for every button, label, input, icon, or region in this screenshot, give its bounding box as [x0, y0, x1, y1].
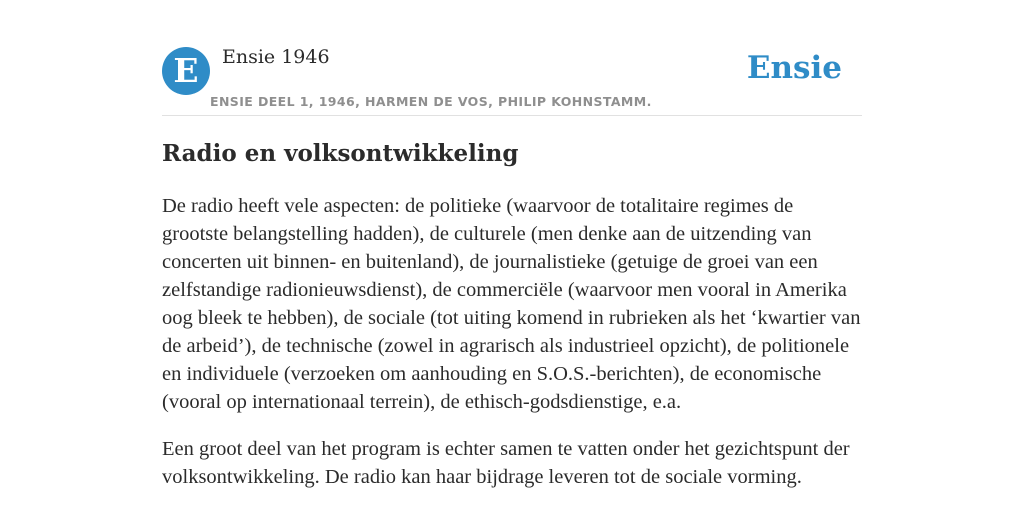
ensie-logo-badge[interactable]: E [162, 47, 210, 95]
page [162, 0, 862, 512]
site-subtitle: ENSIE DEEL 1, 1946, HARMEN DE VOS, PHILIP KOHNSTAMM. [210, 94, 652, 109]
article-paragraph: De radio heeft vele aspecten: de politieke (waarvoor de totalitaire regimes de grootste belangstelling hadden), de culturele (men denke aan de uitzending van concerten uit binnen- en buitenland), de journalistieke (getuige de groei van een zelfstandige radionieuwsdienst), de commerciële (waarvoor men vooral in Amerika oog bleek te hebben), de sociale (tot uiting komend in rubrieken als het ‘kwartier van de arbeid’), de technische (zowel in agrarisch als industrieel opzicht), de politionele en individuele (verzoeken om aanhouding en S.O.S.-berichten), de economische (vooral op internationaal terrein), de ethisch-godsdienstige, e.a. [162, 195, 861, 413]
article-title: Radio en volksontwikkeling [162, 140, 519, 167]
site-title[interactable]: Ensie 1946 [222, 46, 330, 68]
article-paragraph: Een groot deel van het program is echter samen te vatten onder het gezichtspunt der volksontwikkeling. De radio kan haar bijdrage leveren tot de sociale vorming. [162, 438, 850, 488]
article-body [162, 192, 862, 510]
site-header [162, 0, 862, 116]
brand-wordmark-logo[interactable]: Ensie [746, 50, 842, 86]
